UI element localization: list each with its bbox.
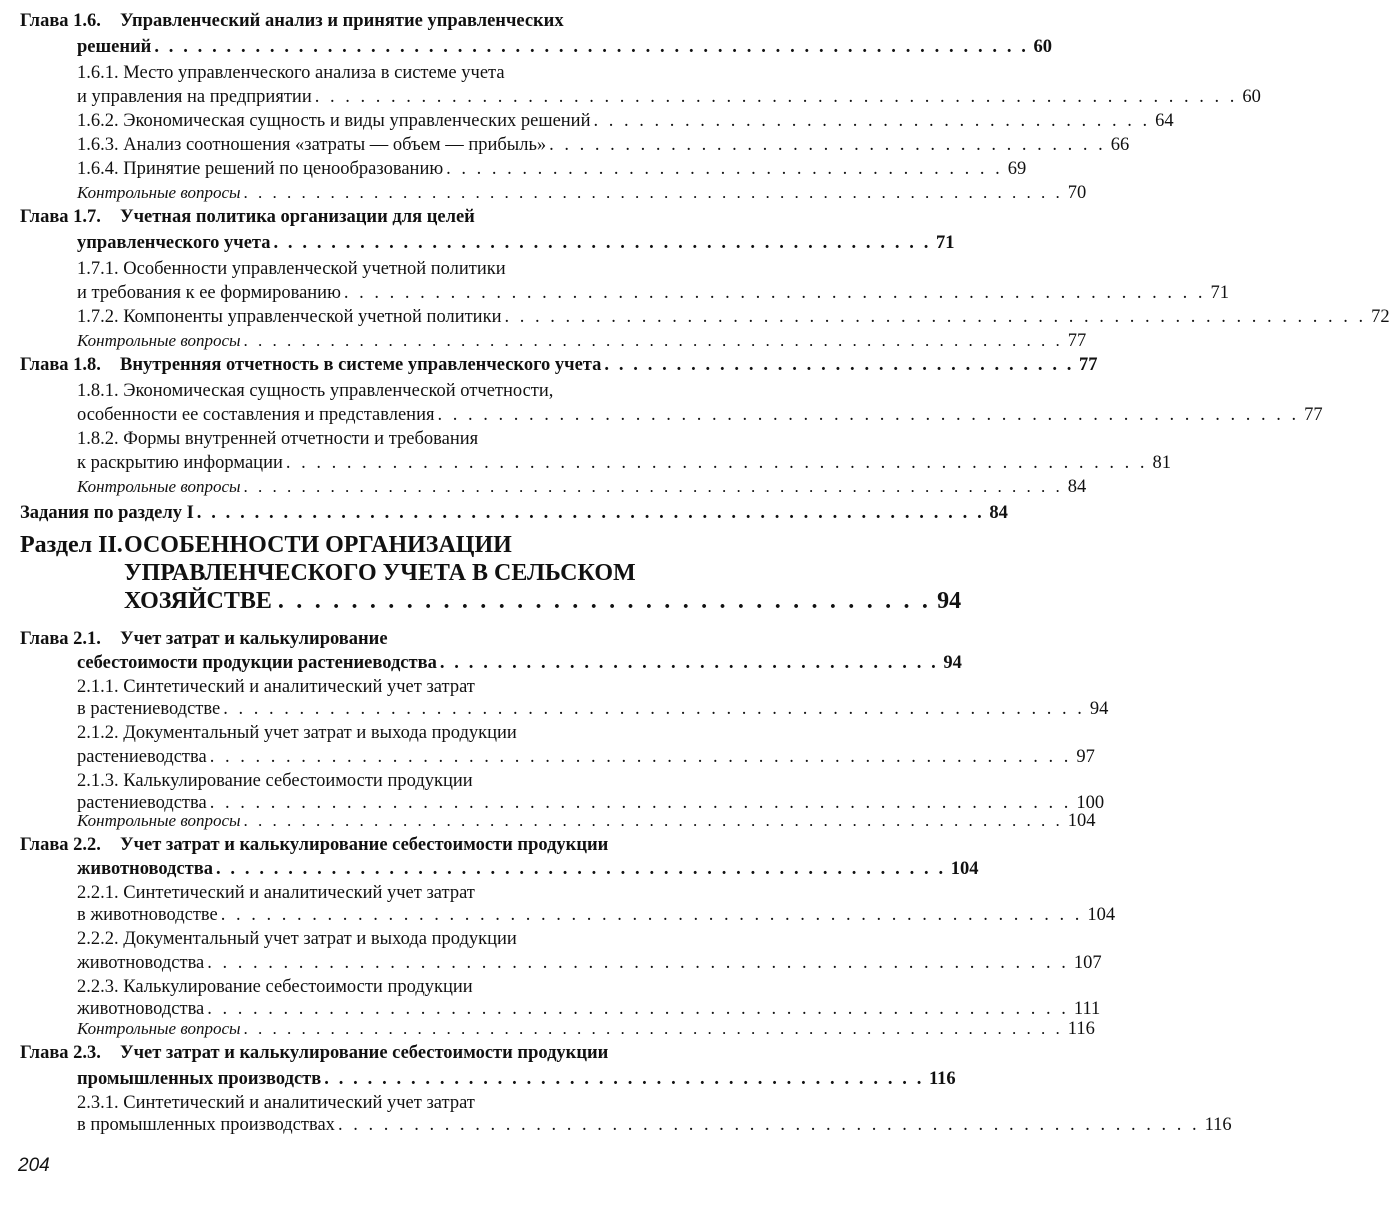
page-ref: 84 bbox=[1067, 477, 1087, 497]
page-ref: 64 bbox=[1155, 111, 1174, 131]
chapter-title: Учет затрат и калькулирование себестоимости продукции bbox=[120, 1043, 609, 1063]
section-title-cont: особенности ее составления и представления bbox=[77, 405, 435, 425]
section-2-1-1-cont bbox=[77, 696, 1109, 722]
section-1-7-1 bbox=[77, 256, 506, 282]
questions-1-7 bbox=[77, 328, 1087, 354]
leader-dots: . . . . . . . . . . . . . . . . . . . . . . . . . . . . . . . . . . . . . . . . . . . . . . . . . . . . . . . . . bbox=[337, 1115, 1200, 1135]
page-ref: 104 bbox=[1087, 905, 1116, 925]
page-number: 204 bbox=[18, 1155, 50, 1176]
leader-dots: . . . . . . . . . . . . . . . . . . . . . . . . . . . . . . . . . . . . bbox=[277, 588, 932, 614]
section-1-7-1-cont bbox=[77, 280, 1230, 306]
chapter-heading-2-2 bbox=[20, 832, 608, 858]
leader-dots: . . . . . . . . . . . . . . . . . . . . . . . . . . . . . . . . . bbox=[604, 355, 1074, 375]
section-title: 1.7.1. Особенности управленческой учетной политики bbox=[77, 259, 506, 279]
leader-dots: . . . . . . . . . . . . . . . . . . . . . . . . . . . . . . . . . . . . . . . . . . . . . . bbox=[273, 233, 931, 253]
leader-dots: . . . . . . . . . . . . . . . . . . . . . . . . . . . . . . . . . . . . . . . . . . . . . . . . . . . . . . . . . bbox=[243, 811, 1063, 830]
page-ref: 94 bbox=[937, 588, 962, 614]
section-title: 1.7.2. Компоненты управленческой учетной политики bbox=[77, 307, 502, 327]
section-title-cont: в промышленных производствах bbox=[77, 1115, 335, 1135]
section-1-6-2 bbox=[77, 108, 1174, 134]
section-title-cont: к раскрытию информации bbox=[77, 453, 283, 473]
section-title: 1.6.4. Принятие решений по ценообразованию bbox=[77, 159, 444, 179]
section-1-6-1 bbox=[77, 60, 505, 86]
section-1-8-2 bbox=[77, 426, 478, 452]
leader-dots: . . . . . . . . . . . . . . . . . . . . . . . . . . . . . . . . . . . . . . . . . . . . . . . . . . . . . . . bbox=[196, 503, 985, 523]
chapter-heading-2-1 bbox=[20, 626, 388, 652]
leader-dots: . . . . . . . . . . . . . . . . . . . . . . . . . . . . . . . . . . . . . . . . . . . . . . . . . . . . . . . . . bbox=[285, 453, 1148, 473]
chapter-prefix: Глава 1.6. bbox=[20, 11, 101, 31]
section-2-2-2 bbox=[77, 926, 517, 952]
chapter-title-cont: себестоимости продукции растениеводства bbox=[77, 653, 437, 673]
chapter-title: Управленческий анализ и принятие управленческих bbox=[120, 11, 564, 31]
section-title: 2.1.3. Калькулирование себестоимости продукции bbox=[77, 771, 473, 791]
section-title: 1.6.2. Экономическая сущность и виды управленческих решений bbox=[77, 111, 591, 131]
leader-dots: . . . . . . . . . . . . . . . . . . . . . . . . . . . . . . . . . . . . . . . . . . . . . . . . . . . . . . . . . bbox=[207, 999, 1069, 1019]
page-ref: 70 bbox=[1067, 183, 1087, 203]
page-ref: 84 bbox=[989, 503, 1008, 523]
section-2-1-2-cont bbox=[77, 744, 1095, 770]
chapter-heading-2-2-cont bbox=[77, 856, 979, 882]
page-ref: 111 bbox=[1073, 999, 1101, 1019]
questions-label: Контрольные вопросы bbox=[77, 1019, 241, 1038]
leader-dots: . . . . . . . . . . . . . . . . . . . . . . . . . . . . . . . . . . . . . . . . . . bbox=[324, 1069, 924, 1089]
questions-2-2 bbox=[77, 1016, 1095, 1042]
chapter-heading-2-3 bbox=[20, 1040, 608, 1066]
section-2-1-2 bbox=[77, 720, 517, 746]
part-title: ОСОБЕННОСТИ ОРГАНИЗАЦИИ bbox=[124, 532, 512, 558]
page-ref: 97 bbox=[1076, 747, 1095, 767]
page-ref: 71 bbox=[935, 233, 955, 253]
page-ref: 66 bbox=[1110, 135, 1130, 155]
leader-dots: . . . . . . . . . . . . . . . . . . . . . . . . . . . . . . . . . . . . . . . . . . . . . . . . . . . . . . . . . . . . . bbox=[314, 87, 1238, 107]
chapter-heading-1-7-cont bbox=[77, 230, 955, 256]
section-1-8-1 bbox=[77, 378, 553, 404]
section-title-cont: в животноводстве bbox=[77, 905, 218, 925]
section-1-6-1-cont bbox=[77, 84, 1261, 110]
questions-1-8 bbox=[77, 474, 1087, 500]
part-title-cont: УПРАВЛЕНЧЕСКОГО УЧЕТА В СЕЛЬСКОМ bbox=[124, 560, 636, 586]
page-ref: 116 bbox=[928, 1069, 956, 1089]
chapter-title: Учет затрат и калькулирование bbox=[120, 629, 388, 649]
section-title: 1.6.3. Анализ соотношения «затраты — объем — прибыль» bbox=[77, 135, 547, 155]
section-1-8-1-cont bbox=[77, 402, 1323, 428]
section-title: 2.1.1. Синтетический и аналитический учет затрат bbox=[77, 677, 475, 697]
section-1-8-2-cont bbox=[77, 450, 1172, 476]
page-ref: 69 bbox=[1007, 159, 1027, 179]
page-ref: 100 bbox=[1076, 793, 1105, 813]
leader-dots: . . . . . . . . . . . . . . . . . . . . . . . . . . . . . . . . . . . . . . . . . . . . . . . . . . . . . . . . . bbox=[243, 1019, 1063, 1038]
leader-dots: . . . . . . . . . . . . . . . . . . . . . . . . . . . . . . . . . . . . . . . . . . . . . . . . . . . . . . . . . bbox=[209, 793, 1072, 813]
page-ref: 77 bbox=[1304, 405, 1323, 425]
section-title: 2.2.3. Калькулирование себестоимости продукции bbox=[77, 977, 473, 997]
page-ref: 94 bbox=[1089, 699, 1109, 719]
page-ref: 72 bbox=[1371, 307, 1390, 327]
chapter-prefix: Глава 2.2. bbox=[20, 835, 101, 855]
part-title-cont: ХОЗЯЙСТВЕ bbox=[124, 588, 272, 614]
leader-dots: . . . . . . . . . . . . . . . . . . . . . . . . . . . . . . . . . . . . . . . . . . . . . . . . . . . . . . . . . bbox=[223, 699, 1085, 719]
section-title-cont: животноводства bbox=[77, 953, 205, 973]
section-title: 2.1.2. Документальный учет затрат и выхода продукции bbox=[77, 723, 517, 743]
chapter-title-cont: управленческого учета bbox=[77, 233, 271, 253]
section-2-2-2-cont bbox=[77, 950, 1102, 976]
chapter-title: Внутренняя отчетность в системе управленческого учета bbox=[120, 355, 602, 375]
leader-dots: . . . . . . . . . . . . . . . . . . . . . . . . . . . . . . . . . . . bbox=[439, 653, 939, 673]
leader-dots: . . . . . . . . . . . . . . . . . . . . . . . . . . . . . . . . . . . . . . . . . . . . . . . . . . . . . . . . . bbox=[243, 477, 1063, 496]
page-ref: 116 bbox=[1204, 1115, 1232, 1135]
section-title: 2.2.2. Документальный учет затрат и выхода продукции bbox=[77, 929, 517, 949]
section-title-cont: растениеводства bbox=[77, 793, 207, 813]
chapter-prefix: Глава 2.1. bbox=[20, 629, 101, 649]
section-1-6-3 bbox=[77, 132, 1130, 158]
part-prefix: Раздел II. bbox=[20, 532, 123, 558]
section-title-cont: животноводства bbox=[77, 999, 205, 1019]
leader-dots: . . . . . . . . . . . . . . . . . . . . . . . . . . . . . . . . . . . . . . . . . . . . . . . . . . . . . . . . . bbox=[437, 405, 1300, 425]
chapter-heading-1-7 bbox=[20, 204, 475, 230]
section-2-3-1-cont bbox=[77, 1112, 1232, 1138]
chapter-title-cont: решений bbox=[77, 37, 152, 57]
leader-dots: . . . . . . . . . . . . . . . . . . . . . . . . . . . . . . . . . . . . . . . . . . . . . . . . . . . . . . . . . bbox=[243, 331, 1063, 350]
leader-dots: . . . . . . . . . . . . . . . . . . . . . . . . . . . . . . . . . . . . . bbox=[446, 159, 1003, 179]
chapter-title: Учетная политика организации для целей bbox=[120, 207, 475, 227]
chapter-prefix: Глава 2.3. bbox=[20, 1043, 101, 1063]
leader-dots: . . . . . . . . . . . . . . . . . . . . . . . . . . . . . . . . . . . . . . . . . . . . . . . . . . . bbox=[215, 859, 946, 879]
section-title-cont: растениеводства bbox=[77, 747, 207, 767]
section-title: 2.3.1. Синтетический и аналитический учет затрат bbox=[77, 1093, 475, 1113]
section-title: 1.6.1. Место управленческого анализа в системе учета bbox=[77, 63, 505, 83]
section-2-2-1-cont bbox=[77, 902, 1116, 928]
chapter-heading-2-3-cont bbox=[77, 1066, 956, 1092]
chapter-heading-1-6 bbox=[20, 8, 740, 34]
page-ref: 71 bbox=[1210, 283, 1230, 303]
section-title: 1.8.2. Формы внутренней отчетности и требования bbox=[77, 429, 479, 449]
chapter-title-cont: промышленных производств bbox=[77, 1069, 322, 1089]
section-title-cont: и управления на предприятии bbox=[77, 87, 312, 107]
leader-dots: . . . . . . . . . . . . . . . . . . . . . . . . . . . . . . . . . . . . . . . . . . . . . . . . . . . . . . . . . bbox=[207, 953, 1069, 973]
chapter-prefix: Глава 1.8. bbox=[20, 355, 101, 375]
page-ref: 81 bbox=[1152, 453, 1172, 473]
section-title-cont: и требования к ее формированию bbox=[77, 283, 341, 303]
page-ref: 116 bbox=[1067, 1019, 1095, 1039]
leader-dots: . . . . . . . . . . . . . . . . . . . . . . . . . . . . . . . . . . . . . . . . . . . . . . . . . . . . . . . . . bbox=[243, 183, 1063, 202]
section-1-6-4 bbox=[77, 156, 1027, 182]
page-ref: 107 bbox=[1073, 953, 1102, 973]
chapter-heading-1-6-cont bbox=[77, 34, 1053, 60]
questions-label: Контрольные вопросы bbox=[77, 331, 241, 350]
page-ref: 104 bbox=[1067, 811, 1096, 831]
page-ref: 94 bbox=[943, 653, 962, 673]
questions-label: Контрольные вопросы bbox=[77, 811, 241, 830]
questions-1-6 bbox=[77, 180, 1087, 206]
page-ref: 60 bbox=[1033, 37, 1053, 57]
tasks-title: Задания по разделу I bbox=[20, 503, 194, 523]
chapter-title: Учет затрат и калькулирование себестоимости продукции bbox=[120, 835, 609, 855]
leader-dots: . . . . . . . . . . . . . . . . . . . . . . . . . . . . . . . . . . . . . . . . . . . . . . . . . . . . . . . . . bbox=[209, 747, 1072, 767]
leader-dots: . . . . . . . . . . . . . . . . . . . . . . . . . . . . . . . . . . . . . . . . . . . . . . . . . . . . . . . . . . . . . bbox=[154, 37, 1029, 57]
section-title: 1.8.1. Экономическая сущность управленческой отчетности, bbox=[77, 381, 554, 401]
leader-dots: . . . . . . . . . . . . . . . . . . . . . . . . . . . . . . . . . . . . . bbox=[549, 135, 1106, 155]
leader-dots: . . . . . . . . . . . . . . . . . . . . . . . . . . . . . . . . . . . . . . . . . . . . . . . . . . . . . . . . . bbox=[220, 905, 1083, 925]
page-ref: 77 bbox=[1067, 331, 1087, 351]
page-ref: 104 bbox=[950, 859, 979, 879]
part-2-heading-cont-2 bbox=[124, 584, 962, 618]
page-ref: 77 bbox=[1079, 355, 1098, 375]
chapter-heading-2-1-cont bbox=[77, 650, 962, 676]
section-title-cont: в растениеводстве bbox=[77, 699, 221, 719]
questions-label: Контрольные вопросы bbox=[77, 477, 241, 496]
chapter-prefix: Глава 1.7. bbox=[20, 207, 101, 227]
chapter-title-cont: животноводства bbox=[77, 859, 213, 879]
section-1-7-2 bbox=[77, 304, 1390, 330]
leader-dots: . . . . . . . . . . . . . . . . . . . . . . . . . . . . . . . . . . . . . bbox=[593, 111, 1151, 131]
tasks-part-1 bbox=[20, 500, 1008, 526]
page-ref: 60 bbox=[1242, 87, 1261, 107]
leader-dots: . . . . . . . . . . . . . . . . . . . . . . . . . . . . . . . . . . . . . . . . . . . . . . . . . . . . . . . . . bbox=[343, 283, 1206, 303]
questions-label: Контрольные вопросы bbox=[77, 183, 241, 202]
questions-2-1 bbox=[77, 808, 1096, 834]
leader-dots: . . . . . . . . . . . . . . . . . . . . . . . . . . . . . . . . . . . . . . . . . . . . . . . . . . . . . . . . . bbox=[504, 307, 1367, 327]
section-title: 2.2.1. Синтетический и аналитический учет затрат bbox=[77, 883, 475, 903]
chapter-heading-1-8 bbox=[20, 352, 1098, 378]
